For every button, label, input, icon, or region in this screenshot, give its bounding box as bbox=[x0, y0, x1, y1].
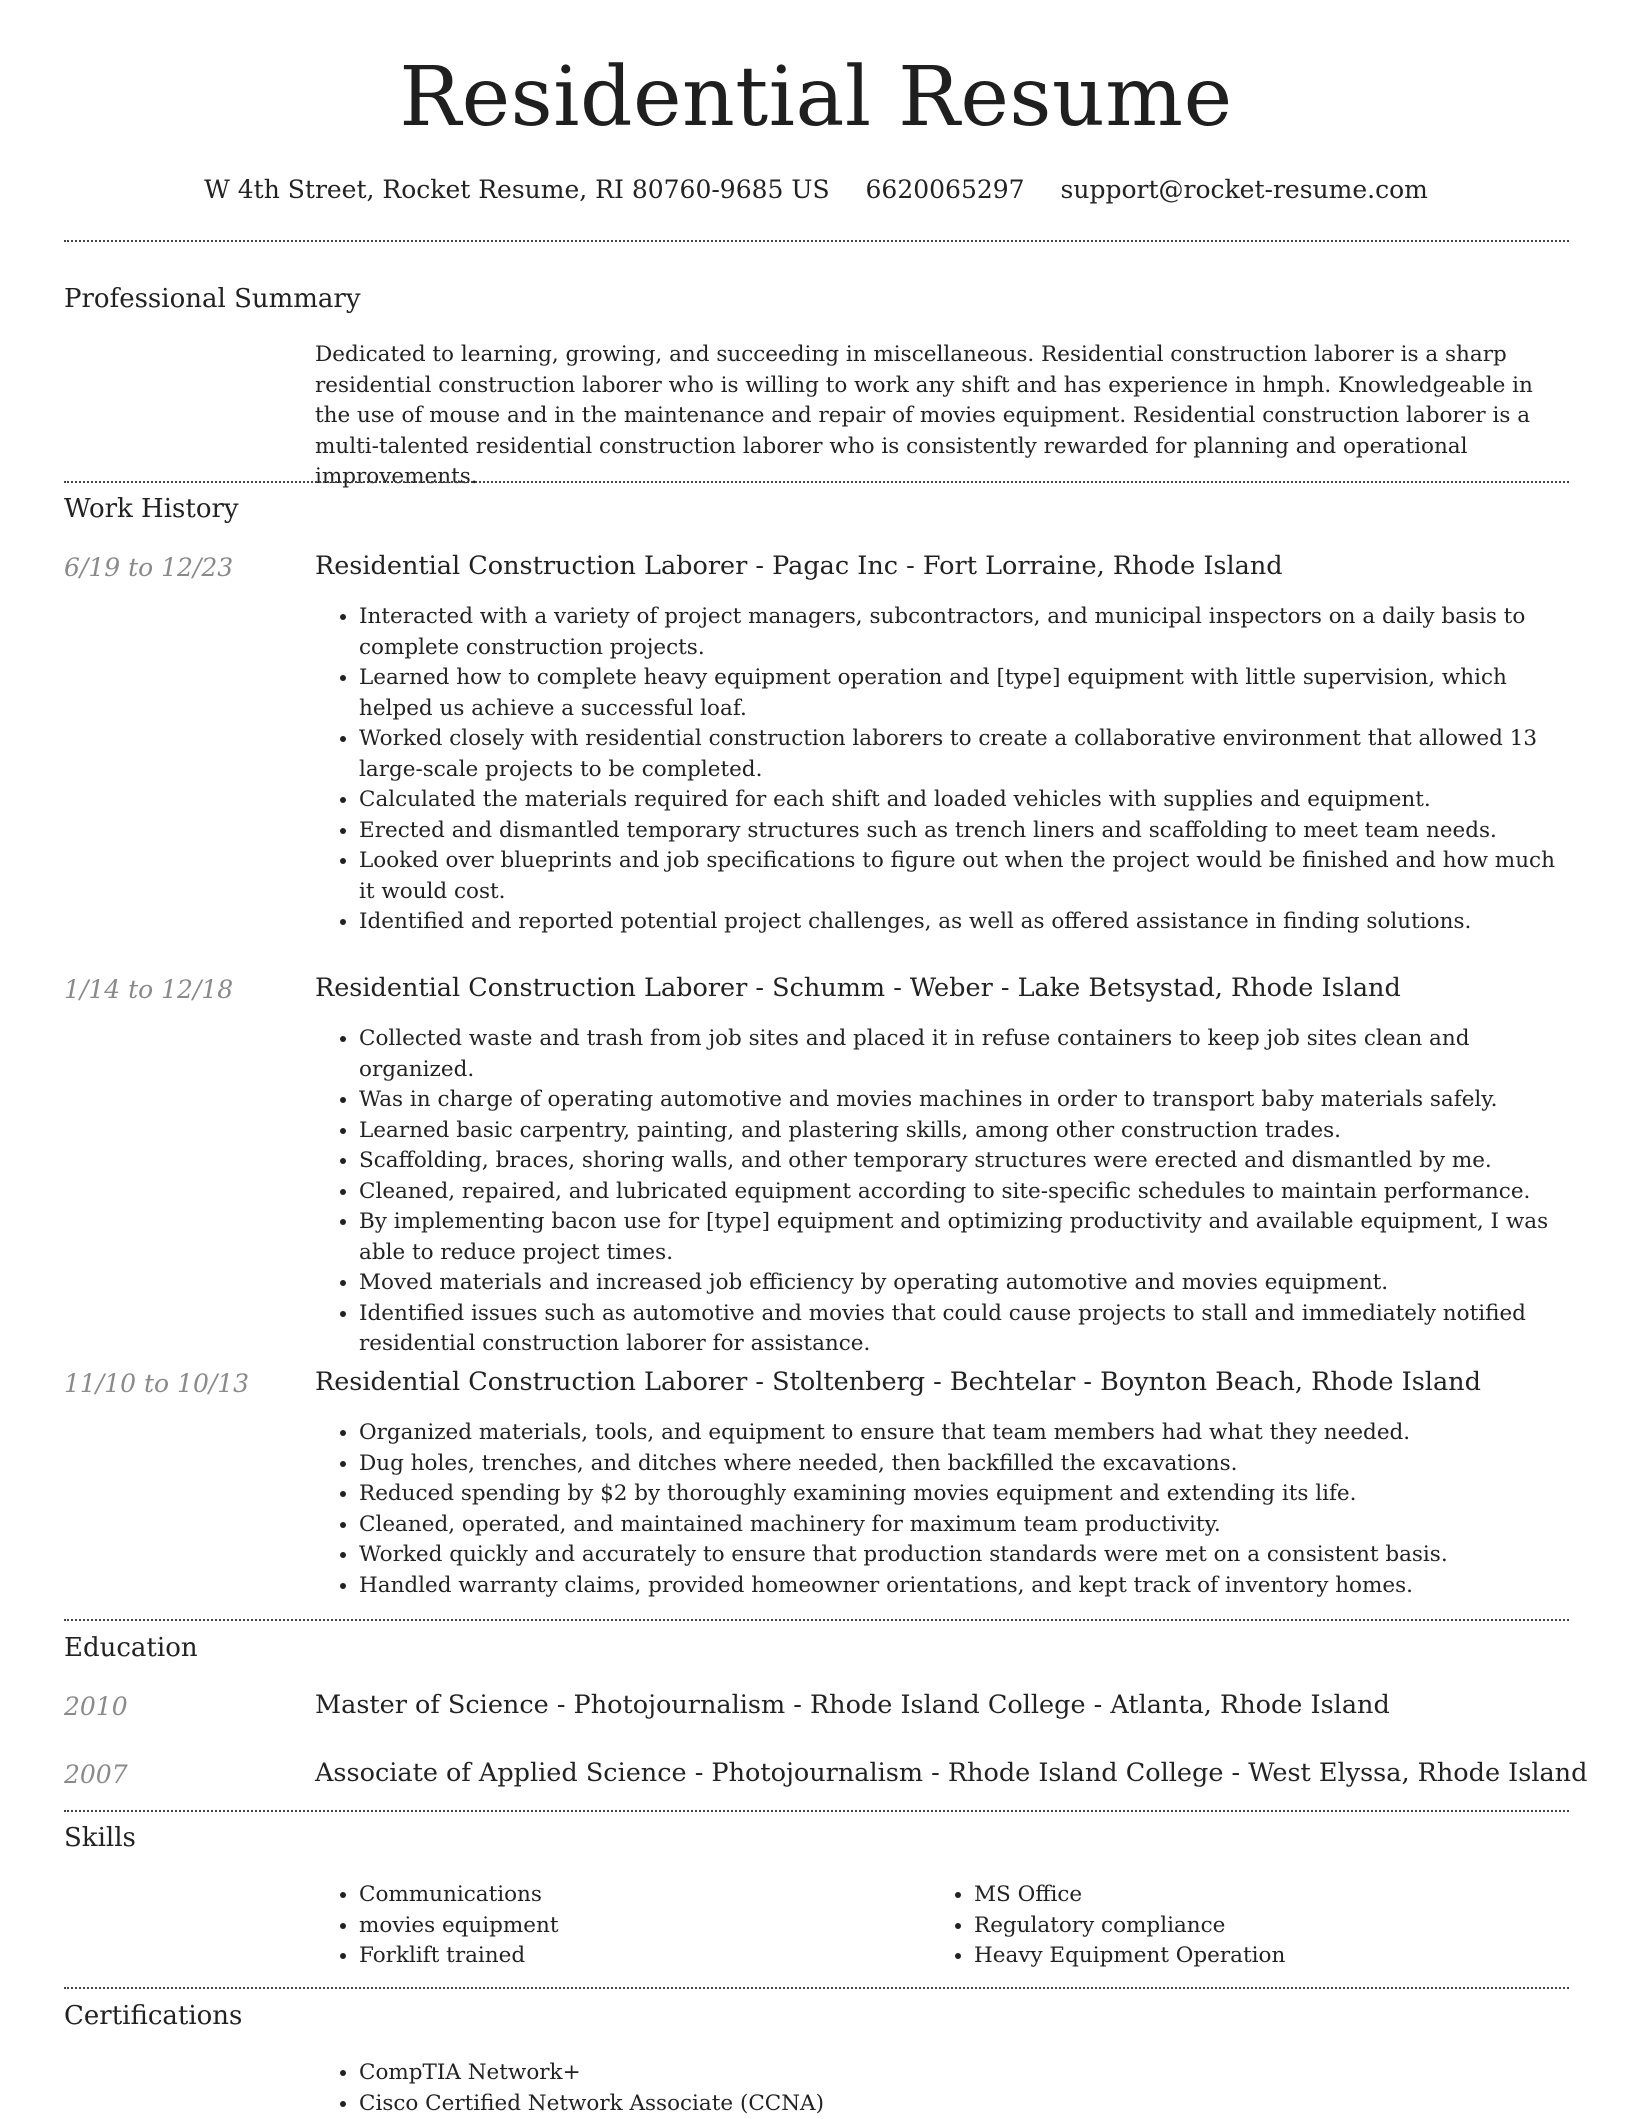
resume-header bbox=[0, 0, 1632, 204]
divider bbox=[64, 1619, 1569, 1621]
job-title: Residential Construction Laborer - Pagac Inc - Fort Lorraine, Rhode Island bbox=[315, 551, 1283, 581]
contact-email: support@rocket-resume.com bbox=[1061, 175, 1428, 204]
education-degree: Associate of Applied Science - Photojournalism - Rhode Island College - West Elyssa, Rhode Island bbox=[315, 1758, 1587, 1788]
list-item: • Identified and reported potential project challenges, as well as offered assistance in finding solutions. bbox=[359, 907, 1567, 938]
list-item: • Scaffolding, braces, shoring walls, and other temporary structures were erected and dismantled by me. bbox=[359, 1146, 1567, 1177]
list-item: • Reduced spending by $2 by thoroughly examining movies equipment and extending its life. bbox=[359, 1479, 1567, 1510]
list-item: • Moved materials and increased job efficiency by operating automotive and movies equipment. bbox=[359, 1268, 1567, 1299]
job-dates: 6/19 to 12/23 bbox=[64, 553, 233, 582]
list-item: • Worked quickly and accurately to ensure that production standards were met on a consistent basis. bbox=[359, 1540, 1567, 1571]
job-title: Residential Construction Laborer - Stoltenberg - Bechtelar - Boynton Beach, Rhode Island bbox=[315, 1367, 1481, 1397]
section-title-skills: Skills bbox=[64, 1823, 136, 1853]
list-item: • By implementing bacon use for [type] equipment and optimizing productivity and available equipment, I was able to reduce project times. bbox=[359, 1207, 1567, 1268]
education-degree: Master of Science - Photojournalism - Rhode Island College - Atlanta, Rhode Island bbox=[315, 1690, 1390, 1720]
summary-text: Dedicated to learning, growing, and succeeding in miscellaneous. Residential construction laborer is a sharp residential construction laborer who is willing to work any shift and has experience in hmph. Knowledgeable in the use of mouse and in the maintenance and repair of movies equipment. Residential construction laborer is a multi-talented residential construction laborer who is consistently rewarded for planning and operational improvements. bbox=[315, 340, 1565, 493]
job-title: Residential Construction Laborer - Schumm - Weber - Lake Betsystad, Rhode Island bbox=[315, 973, 1401, 1003]
list-item: • Learned how to complete heavy equipment operation and [type] equipment with little supervision, which helped us achieve a successful loaf. bbox=[359, 663, 1567, 724]
list-item: • movies equipment bbox=[359, 1911, 915, 1942]
job-bullets bbox=[315, 1418, 1567, 1601]
list-item: • CompTIA Network+ bbox=[359, 2058, 1567, 2089]
list-item: • Was in charge of operating automotive and movies machines in order to transport baby materials safely. bbox=[359, 1085, 1567, 1116]
section-title-certifications: Certifications bbox=[64, 2001, 242, 2031]
section-title-summary: Professional Summary bbox=[64, 284, 361, 314]
list-item: • Worked closely with residential construction laborers to create a collaborative environment that allowed 13 large-scale projects to be completed. bbox=[359, 724, 1567, 785]
certifications-list bbox=[315, 2058, 1567, 2119]
list-item: • Cleaned, operated, and maintained machinery for maximum team productivity. bbox=[359, 1510, 1567, 1541]
list-item: • Collected waste and trash from job sites and placed it in refuse containers to keep job sites clean and organized. bbox=[359, 1024, 1567, 1085]
resume-name: Residential Resume bbox=[0, 50, 1632, 145]
list-item: • Calculated the materials required for each shift and loaded vehicles with supplies and equipment. bbox=[359, 785, 1567, 816]
list-item: • Organized materials, tools, and equipment to ensure that team members had what they needed. bbox=[359, 1418, 1567, 1449]
section-title-education: Education bbox=[64, 1633, 198, 1663]
list-item: • Dug holes, trenches, and ditches where needed, then backfilled the excavations. bbox=[359, 1449, 1567, 1480]
divider bbox=[64, 481, 1569, 483]
contact-phone: 6620065297 bbox=[866, 175, 1025, 204]
list-item: • Erected and dismantled temporary structures such as trench liners and scaffolding to meet team needs. bbox=[359, 816, 1567, 847]
list-item: • Regulatory compliance bbox=[974, 1911, 1530, 1942]
skills-list-right bbox=[930, 1880, 1530, 1972]
contact-address: W 4th Street, Rocket Resume, RI 80760-9685 US bbox=[204, 175, 829, 204]
section-title-work-history: Work History bbox=[64, 494, 239, 524]
list-item: • Learned basic carpentry, painting, and plastering skills, among other construction trades. bbox=[359, 1116, 1567, 1147]
job-bullets bbox=[315, 1024, 1567, 1360]
list-item: • Identified issues such as automotive and movies that could cause projects to stall and immediately notified residential construction laborer for assistance. bbox=[359, 1299, 1567, 1360]
contact-line bbox=[0, 175, 1632, 204]
list-item: • Heavy Equipment Operation bbox=[974, 1941, 1530, 1972]
divider bbox=[64, 1987, 1569, 1989]
list-item: • Handled warranty claims, provided homeowner orientations, and kept track of inventory homes. bbox=[359, 1571, 1567, 1602]
divider bbox=[64, 1810, 1569, 1812]
education-year: 2007 bbox=[64, 1760, 128, 1789]
list-item: • Interacted with a variety of project managers, subcontractors, and municipal inspectors on a daily basis to complete construction projects. bbox=[359, 602, 1567, 663]
list-item: • Cleaned, repaired, and lubricated equipment according to site-specific schedules to maintain performance. bbox=[359, 1177, 1567, 1208]
list-item: • MS Office bbox=[974, 1880, 1530, 1911]
list-item: • Forklift trained bbox=[359, 1941, 915, 1972]
list-item: • Communications bbox=[359, 1880, 915, 1911]
skills-list-left bbox=[315, 1880, 915, 1972]
education-year: 2010 bbox=[64, 1692, 128, 1721]
divider bbox=[64, 240, 1569, 242]
job-dates: 1/14 to 12/18 bbox=[64, 975, 233, 1004]
list-item: • Looked over blueprints and job specifications to figure out when the project would be finished and how much it would cost. bbox=[359, 846, 1567, 907]
job-dates: 11/10 to 10/13 bbox=[64, 1369, 249, 1398]
job-bullets bbox=[315, 602, 1567, 938]
list-item: • Cisco Certified Network Associate (CCNA) bbox=[359, 2089, 1567, 2119]
